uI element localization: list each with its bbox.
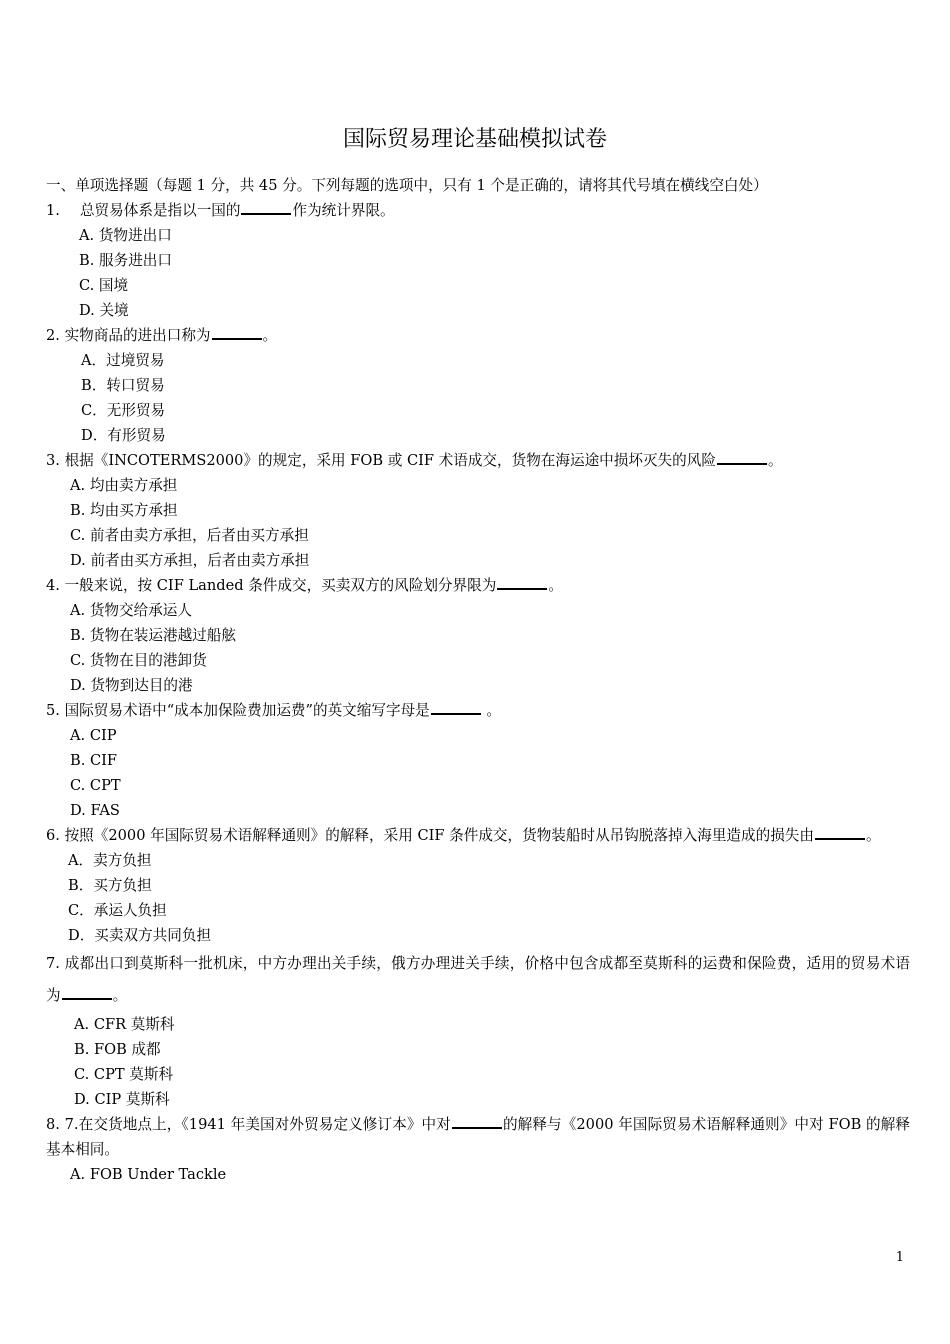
question-stem-end: 作为统计界限。 <box>292 202 395 219</box>
option-b: B. FOB 成都 <box>74 1041 161 1058</box>
option-c: C. 前者由卖方承担，后者由买方承担 <box>70 527 309 544</box>
question-stem-end: 。 <box>548 577 563 594</box>
option-c: C. CPT 莫斯科 <box>74 1066 174 1083</box>
question-stem-end: 。 <box>481 702 501 719</box>
question-number: 1. <box>46 202 60 219</box>
option-b: B．转口贸易 <box>81 377 165 394</box>
option-a: A. CFR 莫斯科 <box>74 1016 175 1033</box>
option-d: D. CIP 莫斯科 <box>74 1091 170 1108</box>
option-a: A. 均由卖方承担 <box>70 477 178 494</box>
option-a: A．过境贸易 <box>81 352 165 369</box>
question-1 <box>46 198 910 223</box>
question-3 <box>46 448 910 473</box>
option-c: C．承运人负担 <box>68 902 167 919</box>
question-stem: 4. 一般来说，按 CIF Landed 条件成交，买卖双方的风险划分界限为 <box>46 577 497 594</box>
answer-blank <box>717 448 767 465</box>
question-stem: 8. 7.在交货地点上，《1941 年美国对外贸易定义修订本》中对 <box>46 1116 451 1133</box>
question-2 <box>46 323 910 348</box>
option-b: B．买方负担 <box>68 877 152 894</box>
option-d: D. 关境 <box>79 302 129 319</box>
option-b: B. CIF <box>70 752 118 769</box>
question-stem-end: 。 <box>112 987 128 1004</box>
option-a: A．卖方负担 <box>68 852 152 869</box>
question-stem: 2. 实物商品的进出口称为 <box>46 327 211 344</box>
option-a: A. CIP <box>70 727 117 744</box>
question-list <box>46 173 910 1187</box>
question-stem: 5. 国际贸易术语中“成本加保险费加运费”的英文缩写字母是 <box>46 702 430 719</box>
option-b: B. 货物在装运港越过船舷 <box>70 627 236 644</box>
answer-blank <box>497 573 547 590</box>
option-d: D．买卖双方共同负担 <box>68 927 212 944</box>
option-d: D. 前者由买方承担，后者由卖方承担 <box>70 552 310 569</box>
question-stem: 7. 成都出口到莫斯科一批机床，中方办理出关手续，俄方办理进关手续，价格中包含成都至莫斯科的运费和保险费，适用的贸易术语为 <box>46 955 910 1004</box>
question-stem-end: 的解释与《2000 年国际贸易术语解释通则》中对 FOB 的解释基本相同。 <box>46 1116 911 1158</box>
answer-blank <box>452 1112 502 1129</box>
section-heading: 一、单项选择题（每题 1 分，共 45 分。下列每题的选项中，只有 1 个是正确的，请将其代号填在横线空白处） <box>46 177 768 194</box>
question-stem: 3. 根据《INCOTERMS2000》的规定，采用 FOB 或 CIF 术语成交，货物在海运途中损坏灭失的风险 <box>46 452 716 469</box>
question-stem-end: 。 <box>767 452 783 469</box>
page-number: 1 <box>895 1250 904 1265</box>
question-7 <box>46 948 910 1012</box>
answer-blank <box>241 198 291 215</box>
question-stem-end: 。 <box>866 827 881 844</box>
option-c: C. 货物在目的港卸货 <box>70 652 207 669</box>
option-d: D．有形贸易 <box>81 427 166 444</box>
option-c: C. CPT <box>70 777 121 794</box>
question-5 <box>46 698 910 723</box>
question-8 <box>46 1112 910 1162</box>
option-b: B. 服务进出口 <box>79 252 172 269</box>
question-4 <box>46 573 910 598</box>
option-a: A. 货物进出口 <box>79 227 172 244</box>
option-d: D. 货物到达目的港 <box>70 677 193 694</box>
question-stem: 6. 按照《2000 年国际贸易术语解释通则》的解释，采用 CIF 条件成交，货物装船时从吊钩脱落掉入海里造成的损失由 <box>46 827 814 844</box>
question-stem-end: 。 <box>262 327 278 344</box>
answer-blank <box>212 323 262 340</box>
question-6 <box>46 823 910 848</box>
answer-blank <box>431 698 481 715</box>
answer-blank <box>815 823 865 840</box>
answer-blank <box>62 983 112 1000</box>
option-c: C. 国境 <box>79 277 129 294</box>
option-a: A. FOB Under Tackle <box>70 1166 227 1183</box>
option-c: C．无形贸易 <box>81 402 166 419</box>
option-a: A. 货物交给承运人 <box>70 602 192 619</box>
option-d: D. FAS <box>70 802 120 819</box>
page-title: 国际贸易理论基础模拟试卷 <box>342 127 607 152</box>
option-b: B. 均由买方承担 <box>70 502 178 519</box>
question-stem: 总贸易体系是指以一国的 <box>79 202 241 219</box>
